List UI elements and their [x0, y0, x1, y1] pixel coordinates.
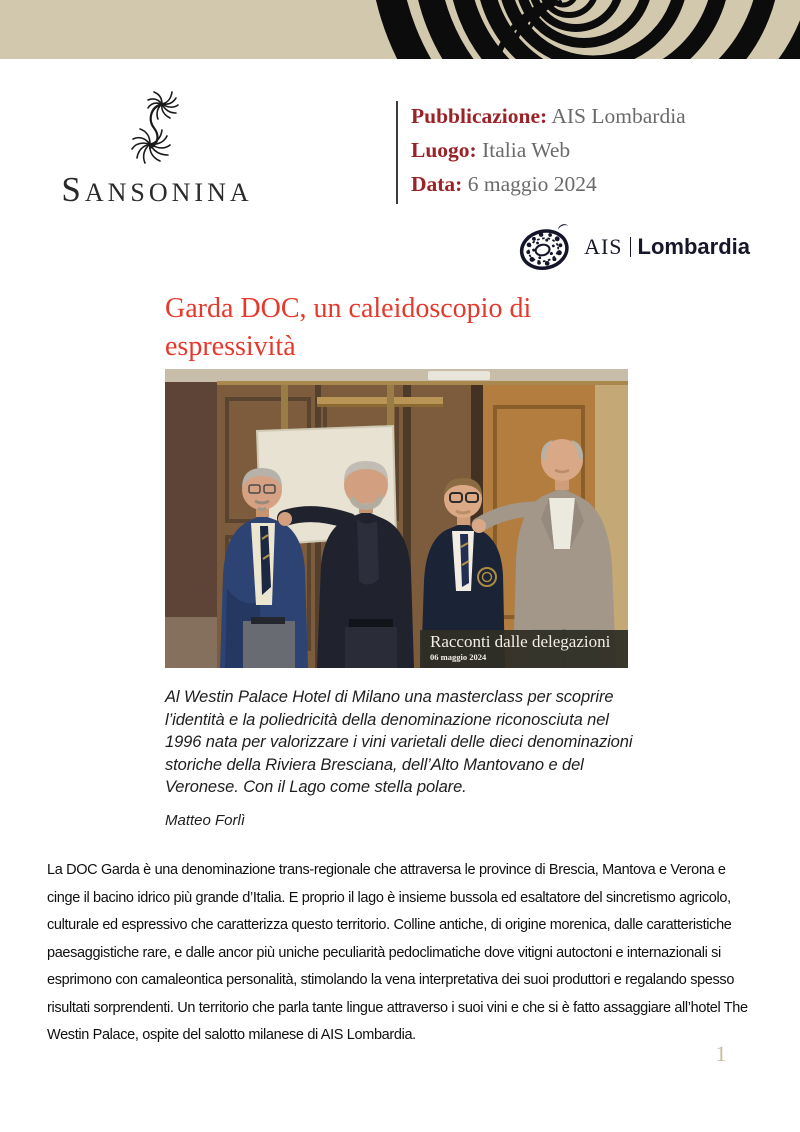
masthead-divider: [396, 101, 398, 204]
info-label: Data:: [411, 172, 463, 196]
info-label: Luogo:: [411, 138, 477, 162]
brand-name: SANSONINA: [61, 170, 253, 209]
article-lede: Al Westin Palace Hotel di Milano una masterclass per scoprire l’identità e la poliedricità della denominazione riconosciuta nel 1996 nata per valorizzare i vini varietali delle dieci denominazioni storiche della Riviera Bresciana, dell’Alto Mantovano e del Veronese. Con il Lago come stella polare.: [165, 688, 633, 796]
photo-caption: [420, 630, 628, 668]
info-row-data: [411, 167, 741, 201]
article-photo: [165, 369, 628, 668]
article-title: Garda DOC, un caleidoscopio di espressività: [165, 293, 532, 362]
banner-swirl-graphic: [0, 0, 800, 59]
ais-region: Lombardia: [637, 234, 750, 259]
top-banner: [0, 0, 800, 59]
ais-logo-text: [584, 234, 750, 260]
photo-caption-date: 06 maggio 2024: [430, 652, 487, 662]
article-author: Matteo Forlì: [165, 812, 246, 829]
ais-emblem-icon: [518, 218, 574, 276]
sansonina-swirl-icon: [120, 86, 194, 166]
info-label: Pubblicazione:: [411, 104, 548, 128]
info-row-luogo: [411, 133, 741, 167]
photo-caption-title: Racconti dalle delegazioni: [430, 632, 611, 651]
ais-lombardia-logo: [518, 216, 750, 278]
ais-acronym: AIS: [584, 234, 623, 259]
group-photo-illustration: [165, 369, 628, 668]
page-number: 1: [715, 1041, 727, 1066]
info-value: 6 maggio 2024: [467, 172, 597, 196]
article-body: La DOC Garda è una denominazione trans-regionale che attraversa le province di Brescia, Mantova e Verona e cinge il bacino idrico più grande d’Italia. E proprio il lago è insieme bussola ed esaltatore del sincretismo agricolo, culturale ed espressivo che caratterizza questo territorio. Colline antiche, di origine morenica, dalle caratteristiche paesaggistiche rare, e dalle ancor più uniche peculiarità pedoclimatiche dove vitigni autoctoni e internazionali si esprimono con camaleontica personalità, stimolando la vena interpretativa dei suoi produttori e regalando spesso risultati sorprendenti. Un territorio che parla tante lingue attraverso i suoi vini e che si è fatto assaggiare all’hotel The Westin Palace, ospite del salotto milanese di AIS Lombardia.: [47, 862, 748, 1043]
info-row-pubblicazione: [411, 99, 741, 133]
info-value: AIS Lombardia: [551, 104, 686, 128]
info-value: Italia Web: [482, 138, 571, 162]
sansonina-logo: [48, 86, 266, 210]
publication-info: [411, 99, 741, 201]
ais-separator: [630, 237, 631, 257]
